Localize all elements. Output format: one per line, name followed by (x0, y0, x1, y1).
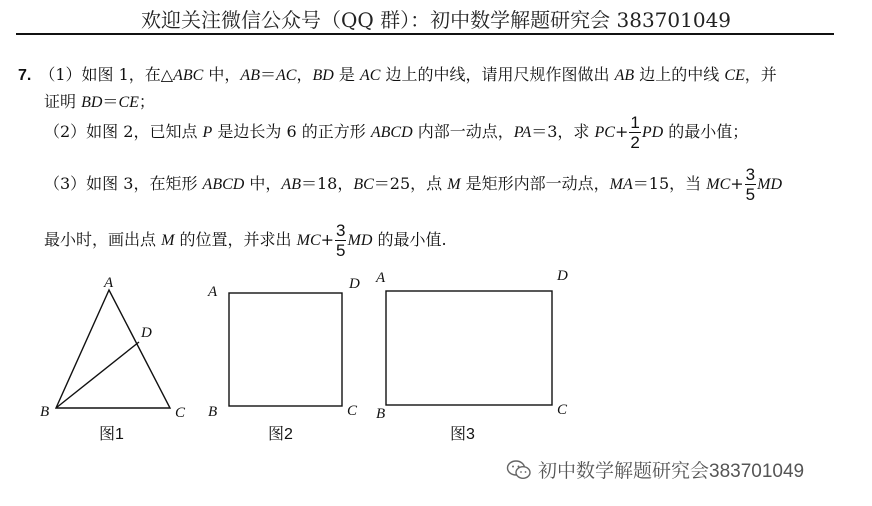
text: 中， (244, 174, 282, 193)
wechat-icon (506, 459, 532, 481)
fig3-caption: 图3 (450, 426, 475, 443)
fig2-label-a: A (208, 284, 218, 300)
fig3-label-b: B (376, 406, 386, 422)
math-operator: + (730, 174, 744, 193)
fraction-numerator: 3 (745, 165, 756, 184)
fig1-triangle (56, 290, 170, 408)
math: BD (312, 67, 334, 84)
math: BC (353, 176, 374, 193)
math: M (447, 176, 461, 193)
fraction-denominator: 2 (630, 133, 640, 152)
text: 内部一动点， (412, 122, 514, 141)
fig1-label-d: D (141, 325, 152, 341)
math: MA (609, 176, 633, 193)
fraction-denominator: 5 (336, 241, 346, 260)
text: 边上的中线，请用尺规作图做出 (380, 65, 615, 84)
math-operator: + (614, 122, 629, 141)
math: MC (296, 232, 321, 249)
fig1-median-bd (56, 342, 139, 408)
math: ABCD (370, 124, 413, 141)
text: 是矩形内部一动点， (460, 174, 610, 193)
fig2-square (229, 293, 342, 406)
math: M (161, 232, 175, 249)
fig1-caption: 图1 (99, 426, 124, 443)
math: PC (594, 124, 615, 141)
fig2-label-d: D (349, 276, 360, 292)
fig2-label-c: C (347, 403, 358, 419)
fig2-label-b: B (208, 404, 218, 420)
math: ABCD (202, 176, 245, 193)
math: P (202, 124, 213, 141)
text: 的最小值； (663, 122, 749, 141)
math: PA (513, 124, 532, 141)
math: CE (118, 94, 139, 111)
text: ＝ (259, 65, 276, 84)
page-header: 欢迎关注微信公众号（QQ 群）：初中数学解题研究会 383701049 (140, 8, 732, 32)
math: AB (240, 67, 260, 84)
text: ＝ (102, 92, 119, 111)
fig1-label-a: A (104, 275, 114, 291)
text: 中， (203, 65, 241, 84)
math: PD (641, 124, 664, 141)
text: （2）如图 2，已知点 (44, 122, 203, 141)
text: ＝15，当 (632, 174, 707, 193)
watermark-text: 初中数学解题研究会383701049 (538, 461, 805, 482)
fraction-numerator: 1 (630, 113, 640, 132)
text: 证明 (44, 92, 82, 111)
math: AC (359, 67, 381, 84)
math: ABC (173, 67, 204, 84)
math: AB (281, 176, 301, 193)
text: 最小时，画出点 (44, 230, 162, 249)
fig1-label-b: B (40, 404, 50, 420)
math: MD (347, 232, 373, 249)
math: AC (275, 67, 297, 84)
text: ＝25，点 (373, 174, 448, 193)
text: （3）如图 3，在矩形 (44, 174, 203, 193)
math: CE (724, 67, 745, 84)
math: MC (706, 176, 731, 193)
text: 的最小值. (372, 230, 447, 249)
fraction-denominator: 5 (745, 185, 756, 204)
fig2-caption: 图2 (268, 426, 293, 443)
fig3-label-d: D (557, 268, 568, 284)
math: MD (757, 176, 782, 193)
question-number: 7. (18, 67, 32, 84)
text: ， (296, 65, 313, 84)
math: BD (81, 94, 103, 111)
fig1-label-c: C (175, 405, 186, 421)
math-operator: + (320, 230, 335, 249)
text: ＝18， (300, 174, 354, 193)
text: （1）如图 1，在△ (39, 65, 174, 84)
text: ； (138, 92, 155, 111)
text: 是 (333, 65, 360, 84)
fig3-rectangle (386, 291, 552, 405)
fig3-label-a: A (376, 270, 386, 286)
math: AB (614, 67, 635, 84)
watermark (506, 456, 804, 483)
text: 的位置，并求出 (174, 230, 297, 249)
text: 是边长为 6 的正方形 (212, 122, 371, 141)
text: 边上的中线 (634, 65, 725, 84)
fraction-numerator: 3 (336, 221, 346, 240)
text: ＝3，求 (531, 122, 595, 141)
fig3-label-c: C (557, 402, 568, 418)
text: ，并 (744, 65, 777, 84)
